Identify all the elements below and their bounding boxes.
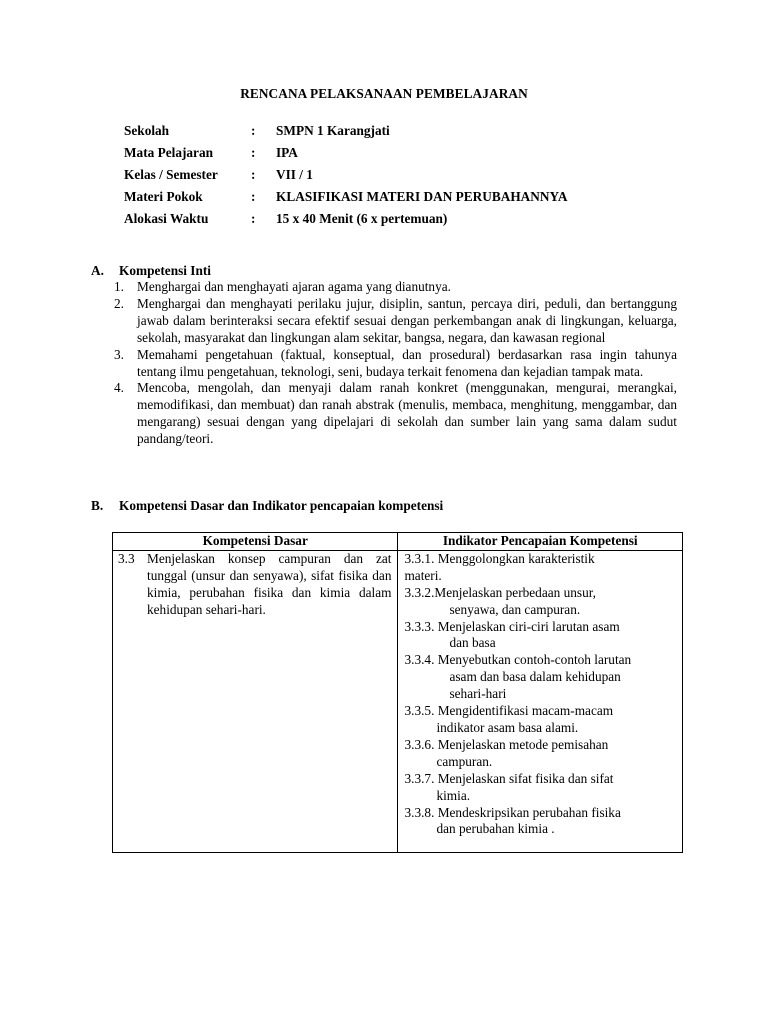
meta-colon: : [251,189,256,204]
list-item [114,296,677,347]
indicator-text-continued: dan perubahan kimia . [436,821,555,837]
section-letter: B. [91,498,104,513]
competency-table [112,532,683,853]
meta-colon: : [251,145,256,160]
meta-value: 15 x 40 Menit (6 x pertemuan) [276,211,448,226]
indicator-text-continued: dan basa [449,635,496,651]
column-header-indikator: Indikator Pencapaian Kompetensi [398,533,683,551]
indicator-text: 3.3.8. Mendeskripsikan perubahan fisika [404,804,621,820]
indicator-item [404,771,678,805]
table-row [113,550,683,852]
kompetensi-inti-list [114,279,677,448]
meta-colon: : [251,123,256,138]
indicator-text-continued: materi. [404,567,442,583]
meta-value: SMPN 1 Karangjati [276,123,390,138]
list-item [114,279,677,296]
section-b-heading [91,498,443,514]
page-title: RENCANA PELAKSANAAN PEMBELAJARAN [240,86,528,101]
column-header-kompetensi-dasar: Kompetensi Dasar [113,533,398,551]
meta-colon: : [251,167,256,182]
section-letter: A. [91,263,104,278]
indicator-text: 3.3.5. Mengidentifikasi macam-macam [404,703,614,719]
indicator-item [404,805,678,839]
section-title: Kompetensi Dasar dan Indikator pencapaian kompetensi [119,498,444,513]
meta-value: KLASIFIKASI MATERI DAN PERUBAHANNYA [276,189,568,204]
indicator-text-continued: indikator asam basa alami. [436,719,579,735]
meta-label: Kelas / Semester [124,167,218,182]
list-item [114,380,677,448]
kd-entry [118,551,391,619]
indicator-item [404,551,678,585]
indicator-text-continued: sehari-hari [449,686,507,702]
section-a-heading [91,263,211,279]
indicator-text: 3.3.7. Menjelaskan sifat fisika dan sifat [404,770,614,786]
indicator-text: 3.3.1. Menggolongkan karakteristik [404,550,595,566]
list-number: 4. [114,380,124,396]
meta-label: Sekolah [124,123,170,138]
indicator-item [404,619,678,653]
indicator-text: 3.3.2.Menjelaskan perbedaan unsur, [404,584,596,600]
kd-code: 3.3 [118,550,135,566]
list-number: 1. [114,279,124,294]
indicator-item [404,585,678,619]
indicator-text-continued: asam dan basa dalam kehidupan [449,669,621,685]
meta-value: IPA [276,145,298,160]
indicator-item [404,652,678,703]
meta-colon: : [251,211,256,226]
list-text: Menghargai dan menghayati perilaku jujur, disiplin, santun, percaya diri, peduli, dan bertanggung jawab dalam berinteraksi secara efektif sesuai dengan perkembangan anak di lingkungan, keluarga, sekolah, masyarakat dan lingkungan alam sekitar, bangsa, negara, dan kawasan regional [137,295,677,345]
table-header-row [113,533,683,551]
list-text: Memahami pengetahuan (faktual, konseptual, dan prosedural) berdasarkan rasa ingin tahunya tentang ilmu pengetahuan, teknologi, seni, budaya terkait fenomena dan kejadian tampak mata. [137,346,677,379]
indicator-text-continued: campuran. [436,753,493,769]
list-item [114,347,677,381]
indicator-text: 3.3.3. Menjelaskan ciri-ciri larutan asam [404,618,620,634]
kd-text: Menjelaskan konsep campuran dan zat tunggal (unsur dan senyawa), sifat fisika dan kimia, perubahan fisika dan kimia dalam kehidupan sehari-hari. [147,550,392,617]
indicator-item [404,737,678,771]
section-title: Kompetensi Inti [119,263,211,278]
list-number: 3. [114,346,124,362]
indicator-item [404,703,678,737]
meta-label: Mata Pelajaran [124,145,213,160]
meta-label: Alokasi Waktu [124,211,209,226]
meta-label: Materi Pokok [124,189,203,204]
indicator-text-continued: kimia. [436,787,471,803]
indicator-list [404,551,678,838]
indicator-text: 3.3.4. Menyebutkan contoh-contoh larutan [404,652,632,668]
list-text: Menghargai dan menghayati ajaran agama yang dianutnya. [137,279,451,294]
list-number: 2. [114,295,124,311]
indicator-cell [398,550,683,852]
indicator-text: 3.3.6. Menjelaskan metode pemisahan [404,736,609,752]
list-text: Mencoba, mengolah, dan menyaji dalam ranah konkret (menggunakan, mengurai, merangkai, memodifikasi, dan membuat) dan ranah abstrak (menulis, membaca, menghitung, menggambar, dan mengarang) sesuai dengan yang dipelajari di sekolah dan sumber lain yang sama dalam sudut pandang/teori. [137,380,677,447]
indicator-text-continued: senyawa, dan campuran. [449,601,581,617]
meta-value: VII / 1 [276,167,313,182]
kompetensi-dasar-cell [113,550,398,852]
